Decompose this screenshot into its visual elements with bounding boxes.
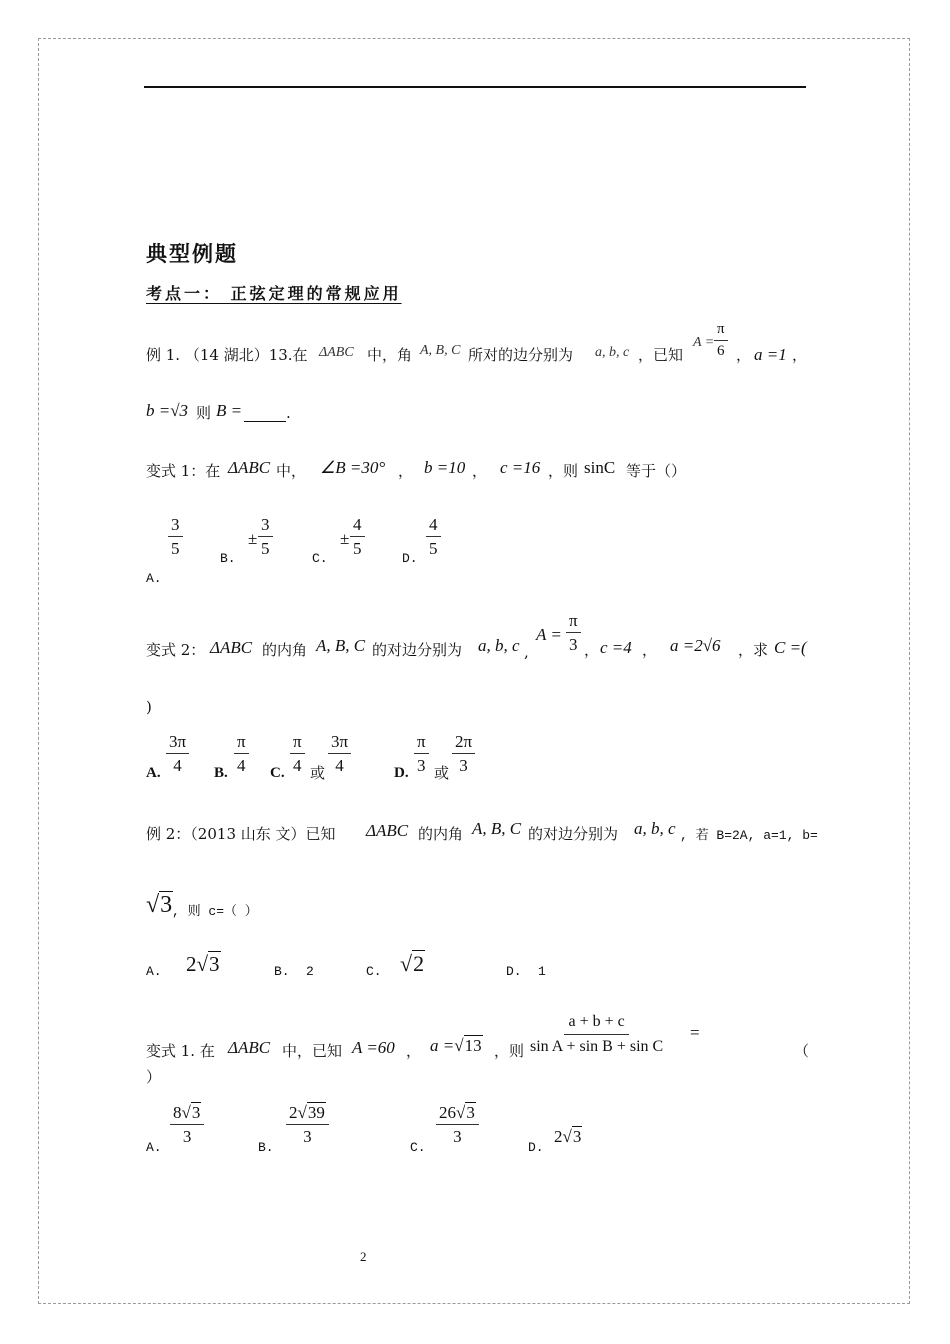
var3-triangle: ΔABC — [228, 1038, 271, 1057]
ex2-option-b-label[interactable]: B. — [274, 964, 290, 979]
ex1-text-5: 则 — [196, 404, 212, 422]
ex1-text-1: 例 1. （14 湖北）13.在 — [146, 346, 308, 364]
ex2-option-a-label[interactable]: A. — [146, 964, 162, 979]
var1-option-a-label[interactable]: A. — [146, 571, 162, 586]
var3-opt-a-rad: 3 — [191, 1103, 201, 1122]
var2-or-1: 或 — [310, 764, 326, 782]
ex1-a-value: a =1 — [754, 345, 787, 364]
var3-a-rad: 13 — [464, 1036, 482, 1055]
var3-option-d-value: 2√3 — [554, 1127, 582, 1146]
var3-opt-c-den: 3 — [453, 1127, 462, 1146]
ex2-opt-a-coef: 2 — [186, 952, 197, 976]
ex1-A-fraction — [714, 322, 728, 359]
var2-opt-a-den: 4 — [173, 756, 182, 775]
var1-opt-b-num: 3 — [258, 516, 273, 537]
ex2-text-3: 的对边分别为 — [528, 825, 619, 843]
var1-opt-a-num: 3 — [168, 516, 183, 537]
var2-opt-d1-den: 3 — [417, 756, 426, 775]
var2-option-c-value-2 — [328, 733, 351, 774]
ex2-text-5: , 则 c=（ ） — [172, 904, 258, 919]
var3-open-paren: （ — [794, 1042, 810, 1060]
page-number: 2 — [360, 1249, 367, 1264]
ex2-opt-c-rad: 2 — [413, 951, 425, 976]
var1-opt-b-sign: ± — [248, 529, 258, 548]
var1-option-b-label[interactable]: B. — [220, 551, 236, 566]
var3-option-a-label[interactable]: A. — [146, 1140, 162, 1155]
var3-option-d-label[interactable]: D. — [528, 1140, 544, 1155]
var3-opt-b-coef: 2 — [289, 1103, 298, 1122]
var1-comma-2: ， — [472, 462, 488, 480]
ex2-option-d-label[interactable]: D. — [506, 964, 522, 979]
ex2-option-c-label[interactable]: C. — [366, 964, 382, 979]
ex1-triangle: ΔABC — [319, 345, 354, 360]
var2-c: c =4 — [600, 638, 632, 657]
var3-ratio-num: a + b + c — [564, 1014, 628, 1035]
var2-opt-d2-den: 3 — [459, 756, 468, 775]
ex1-comma-1: ， — [736, 346, 752, 364]
var1-option-d-label[interactable]: D. — [402, 551, 418, 566]
var3-ratio-fraction — [528, 1014, 665, 1055]
var1-sinC-text: sinC — [584, 458, 616, 477]
var2-text-2: 的内角 — [262, 641, 308, 659]
var2-comma-2: ， — [642, 641, 658, 659]
ex1-answer-blank[interactable] — [244, 407, 286, 425]
var3-a-eq: a =√13 — [430, 1036, 482, 1055]
ex1-text-4: ，已知 — [638, 346, 684, 364]
var3-opt-c-coef: 26 — [439, 1103, 456, 1122]
var2-opt-c2-num: 3π — [328, 733, 351, 754]
var3-opt-a-num: 8√3 — [170, 1104, 204, 1125]
var1-option-c-value — [350, 516, 365, 557]
ex1-sides: a, b, c — [595, 345, 630, 360]
var2-option-c-value-1 — [290, 733, 305, 774]
ex2-opt-a-rad: 3 — [209, 952, 220, 976]
var2-text-3: 的对边分别为 — [372, 641, 463, 659]
var2-a: a =2√6 — [670, 636, 721, 655]
var2-A-den: 3 — [569, 635, 578, 654]
var2-opt-b-den: 4 — [237, 756, 246, 775]
var3-equals: = — [690, 1023, 700, 1042]
var2-opt-c1-num: π — [290, 733, 305, 754]
var2-angles: A, B, C — [316, 636, 366, 655]
var3-ratio-den: sin A + sin B + sin C — [530, 1038, 664, 1055]
var1-option-c-label[interactable]: C. — [312, 551, 328, 566]
var2-option-b-label[interactable]: B. — [214, 765, 228, 781]
var1-angle-B: ∠B =30° — [320, 458, 386, 477]
var2-C-eq: C =( — [774, 638, 807, 657]
var2-close: ) — [146, 698, 152, 716]
ex1-b-value: b =√3 — [146, 401, 189, 420]
var2-A-eq: A = — [536, 625, 562, 644]
var1-option-d-value — [426, 516, 441, 557]
ex2-text-2: 的内角 — [418, 825, 464, 843]
ex2-angles: A, B, C — [472, 819, 522, 838]
var3-opt-b-rad: 39 — [307, 1103, 325, 1122]
var2-option-d-value-1 — [414, 733, 429, 774]
var1-opt-c-sign: ± — [340, 529, 350, 548]
var3-option-c-label[interactable]: C. — [410, 1140, 426, 1155]
ex1-angles: A, B, C — [420, 343, 461, 358]
ex1-A-den: 6 — [717, 343, 725, 359]
var2-opt-c2-den: 4 — [335, 756, 344, 775]
var3-text-1: 变式 1. 在 — [146, 1042, 215, 1060]
var2-opt-b-num: π — [234, 733, 249, 754]
var2-triangle: ΔABC — [210, 638, 253, 657]
ex2-option-d-value: 1 — [538, 964, 546, 979]
var1-comma-1: ， — [398, 462, 414, 480]
var1-opt-d-den: 5 — [429, 539, 438, 558]
var1-sinC — [584, 459, 615, 476]
ex2-triangle: ΔABC — [366, 821, 409, 840]
var1-opt-c-den: 5 — [353, 539, 362, 558]
var2-option-c-label[interactable]: C. — [270, 765, 285, 781]
var2-text-4: ，求 — [738, 641, 769, 659]
var1-opt-c-num: 4 — [350, 516, 365, 537]
var1-option-a-value — [168, 516, 183, 557]
var3-option-a-value — [170, 1104, 204, 1145]
ex1-A-eq: A = — [693, 335, 715, 350]
var1-c: c =16 — [500, 458, 541, 477]
ex2-text-4: , 若 B=2A, a=1, b= — [680, 828, 818, 843]
var2-comma-1: ， — [584, 641, 600, 659]
var1-opt-d-num: 4 — [426, 516, 441, 537]
var3-opt-a-coef: 8 — [173, 1103, 182, 1122]
ex2-sides: a, b, c — [634, 819, 676, 838]
ex1-B-eq: B = — [216, 401, 243, 420]
var3-a-eq-text: a = — [430, 1036, 455, 1055]
var3-text-3: ，则 — [494, 1042, 525, 1060]
header-rule — [144, 86, 806, 88]
ex2-option-b-value: 2 — [306, 964, 314, 979]
var1-opt-a-den: 5 — [171, 539, 180, 558]
ex2-sqrt-3: √3 — [146, 892, 173, 918]
var2-text-1: 变式 2： — [146, 641, 206, 659]
ex1-comma-2: ， — [792, 346, 808, 364]
var2-option-d-label[interactable]: D. — [394, 765, 409, 781]
var2-opt-d1-num: π — [414, 733, 429, 754]
var3-option-b-value — [286, 1104, 329, 1145]
var3-opt-b-den: 3 — [303, 1127, 312, 1146]
ex2-option-a-value: 2√3 — [186, 952, 220, 976]
var1-b: b =10 — [424, 458, 466, 477]
ex1-A-num: π — [714, 322, 728, 341]
var3-opt-d-coef: 2 — [554, 1127, 563, 1146]
ex2-sqrt-3-radicand: 3 — [160, 892, 173, 918]
var2-option-d-value-2 — [452, 733, 475, 774]
var3-opt-c-num: 26√3 — [436, 1104, 479, 1125]
ex1-text-3: 所对的边分别为 — [468, 346, 574, 364]
var2-opt-a-num: 3π — [166, 733, 189, 754]
var1-text-1: 变式 1：在 — [146, 462, 221, 480]
section-heading: 典型例题 — [146, 241, 238, 266]
var1-option-b-value — [258, 516, 273, 557]
var1-text-4: 等于（） — [626, 462, 687, 480]
var3-opt-a-den: 3 — [182, 1127, 192, 1146]
var3-A: A =60 — [352, 1038, 395, 1057]
var3-option-c-value — [436, 1104, 479, 1145]
var3-comma-1: ， — [406, 1042, 422, 1060]
var3-opt-c-rad: 3 — [466, 1103, 475, 1122]
var3-text-2: 中，已知 — [282, 1042, 343, 1060]
topic-heading: 考点一： 正弦定理的常规应用 — [146, 284, 402, 303]
var3-close-paren: ） — [146, 1068, 162, 1086]
var3-opt-b-num: 2√39 — [286, 1104, 329, 1125]
var2-A-fraction — [566, 612, 581, 653]
var2-option-a-label[interactable]: A. — [146, 765, 161, 781]
var2-sides: a, b, c — [478, 636, 520, 655]
var2-opt-c1-den: 4 — [293, 756, 302, 775]
var2-opt-d2-num: 2π — [452, 733, 475, 754]
var3-opt-d-rad: 3 — [572, 1127, 582, 1146]
var2-or-2: 或 — [434, 764, 450, 782]
var1-text-3: ，则 — [548, 462, 579, 480]
var1-opt-b-den: 5 — [261, 539, 270, 558]
var2-option-a-value — [166, 733, 189, 774]
var1-text-2: 中， — [276, 462, 307, 480]
var1-triangle: ΔABC — [228, 458, 271, 477]
ex2-text-1: 例 2：（2013 山东 文）已知 — [146, 825, 336, 843]
ex1-text-2: 中，角 — [367, 346, 413, 364]
var3-option-b-label[interactable]: B. — [258, 1140, 274, 1155]
ex2-option-c-value: √2 — [400, 951, 425, 976]
var2-option-b-value — [234, 733, 249, 774]
ex1-period: . — [286, 404, 291, 422]
var2-A-num: π — [566, 612, 581, 633]
var2-comma-0: , — [524, 643, 529, 661]
